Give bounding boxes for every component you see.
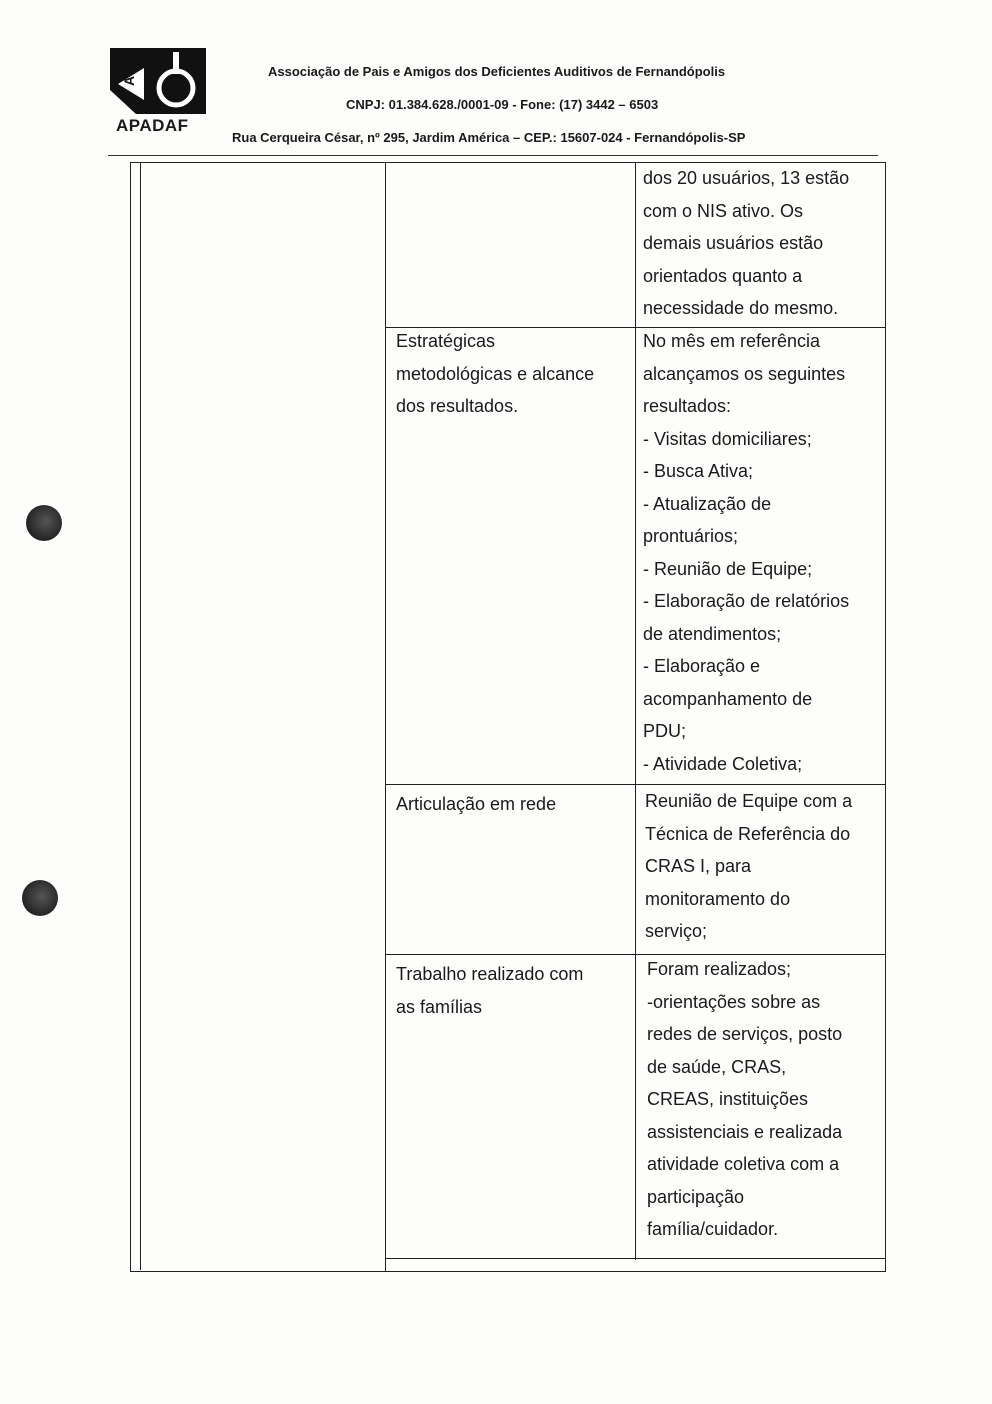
row3-line: serviço; — [645, 921, 708, 941]
address: Rua Cerqueira César, nº 295, Jardim América – CEP.: 15607-024 - Fernandópolis-SP — [232, 130, 746, 145]
cnpj-phone: CNPJ: 01.384.628./0001-09 - Fone: (17) 3442 – 6503 — [346, 97, 659, 112]
row2-line: - Atualização de — [643, 493, 772, 514]
row4-line: -orientações sobre as — [647, 991, 821, 1012]
row4-line: participação — [647, 1186, 745, 1207]
logo-caption: APADAF — [116, 116, 189, 135]
row2-line: - Visitas domiciliares; — [643, 428, 812, 449]
row2-label-line: dos resultados. — [396, 396, 519, 416]
punch-hole-bottom — [22, 880, 58, 916]
row2-line: - Elaboração de relatórios — [643, 591, 850, 611]
row2-line: No mês em referência — [643, 331, 821, 351]
row4-line: assistenciais e realizada — [647, 1121, 843, 1142]
row3-line: Reunião de Equipe com a — [645, 791, 853, 811]
row2-label — [396, 325, 628, 423]
row2-line: prontuários; — [643, 526, 739, 546]
row3-label-line: Articulação em rede — [396, 794, 557, 814]
column-divider-1 — [385, 162, 386, 1272]
row1-content — [643, 162, 871, 325]
row1-line: dos 20 usuários, 13 estão — [643, 168, 850, 188]
row3-content — [645, 785, 873, 948]
org-name: Associação de Pais e Amigos dos Deficientes Auditivos de Fernandópolis — [268, 64, 726, 79]
row1-line: demais usuários estão — [643, 233, 824, 253]
row4-line: família/cuidador. — [647, 1219, 779, 1239]
row2-line: - Reunião de Equipe; — [643, 558, 813, 579]
row1-line: com o NIS ativo. Os — [643, 200, 804, 221]
row3-line: Técnica de Referência do — [645, 823, 851, 844]
svg-text:A: A — [121, 75, 137, 86]
row2-label-line: metodológicas e alcance — [396, 363, 595, 384]
row4-line: CREAS, instituições — [647, 1089, 809, 1109]
row-divider-4 — [385, 1258, 885, 1259]
row4-label-line: Trabalho realizado com — [396, 964, 584, 984]
punch-hole-top — [26, 505, 62, 541]
row4-line: redes de serviços, posto — [647, 1024, 843, 1044]
row4-label-line: as famílias — [396, 996, 483, 1017]
row3-line: monitoramento do — [645, 888, 791, 909]
row2-line: acompanhamento de — [643, 688, 813, 709]
row4-content — [647, 953, 877, 1246]
row2-line: - Elaboração e — [643, 656, 761, 676]
row1-line: necessidade do mesmo. — [643, 298, 839, 318]
row2-label-line: Estratégicas — [396, 331, 496, 351]
row1-line: orientados quanto a — [643, 265, 803, 286]
row2-line: - Atividade Coletiva; — [643, 753, 803, 774]
row2-line: de atendimentos; — [643, 623, 782, 644]
row4-line: de saúde, CRAS, — [647, 1056, 787, 1077]
inner-left-border — [140, 162, 141, 1270]
row2-content — [643, 325, 871, 780]
row4-line: Foram realizados; — [647, 959, 792, 979]
row2-line: - Busca Ativa; — [643, 461, 754, 481]
row3-label — [396, 788, 628, 821]
row2-line: resultados: — [643, 396, 732, 416]
row2-line: alcançamos os seguintes — [643, 363, 846, 384]
row2-line: PDU; — [643, 721, 687, 741]
row3-line: CRAS I, para — [645, 856, 752, 876]
row4-label — [396, 958, 628, 1023]
header-rule — [108, 155, 878, 156]
row4-line: atividade coletiva com a — [647, 1154, 840, 1174]
